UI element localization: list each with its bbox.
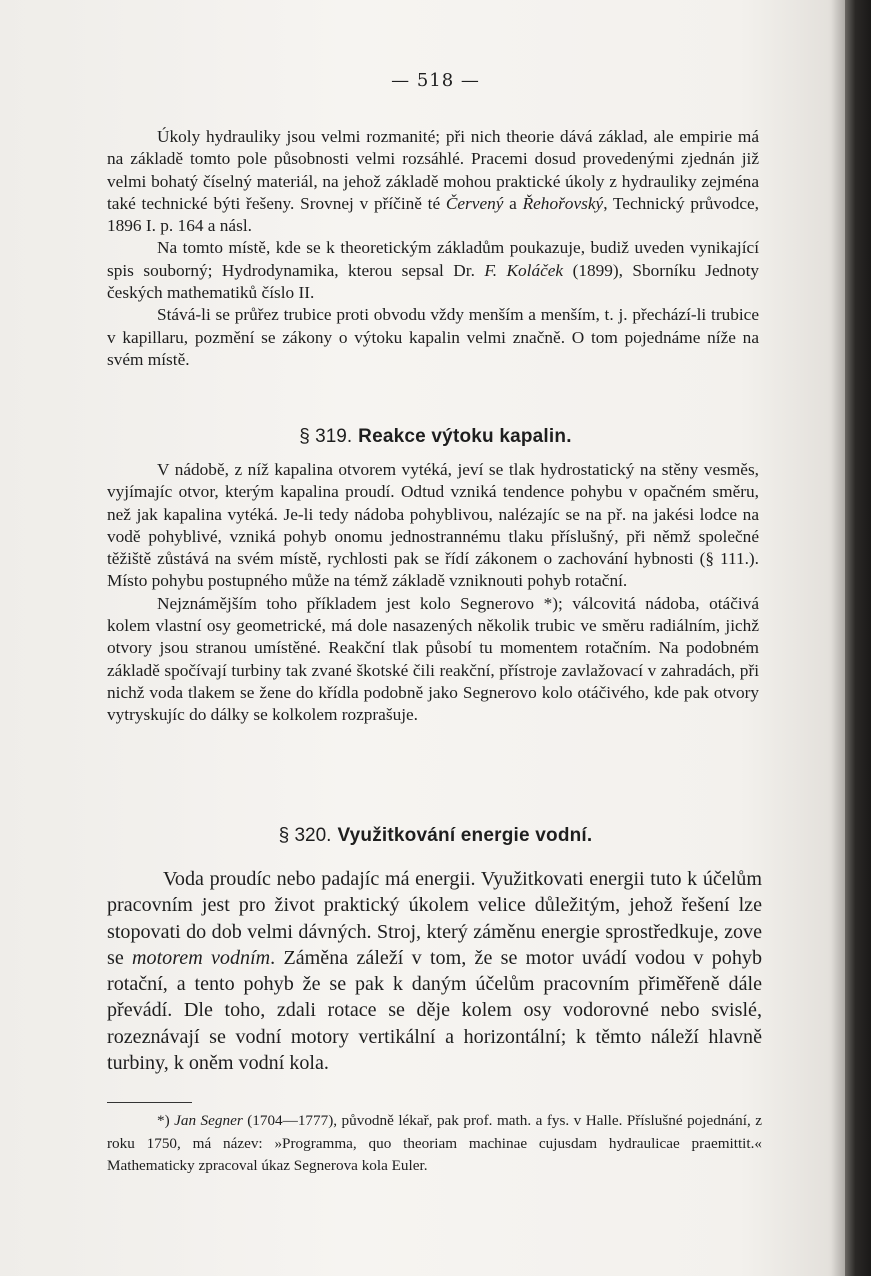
author-cerveny: Červený bbox=[445, 193, 504, 213]
term-motor-vodni: motorem vodním bbox=[132, 946, 271, 969]
footnote bbox=[107, 1110, 762, 1178]
paragraph-6: Voda proudíc nebo padajíc má energii. Využitkovati energii tuto k účelům pracovním jest pro život praktický úkolem velice důležitým, jehož řešení lze stopovati do dob velmi dávných. Stroj, který záměnu energie sprostředkuje, zove se motorem vodním. Záměna záleží v tom, že se motor uvádí vodou v pohyb rotační, a tento pohyb že se pak k daným účelům pracovním přiměřeně dále převádí. Dle toho, zdali rotace se děje kolem osy vodorovné nebo svislé, rozeznávají se vodní motory vertikální a horizontální; k těmto náleží hlavně turbiny, k oněm vodní kola. bbox=[107, 868, 762, 1075]
section-title: Využitkování energie vodní. bbox=[337, 825, 593, 846]
section-320-heading bbox=[0, 824, 871, 847]
section-319-heading bbox=[0, 425, 871, 448]
author-kolacek: F. Koláček bbox=[484, 260, 564, 280]
intro-text bbox=[107, 126, 759, 371]
footnote-rule bbox=[107, 1102, 192, 1103]
paragraph-5: Nejznámějším toho příkladem jest kolo Segnerovo *); válcovitá nádoba, otáčivá kolem vlastní osy geometrické, má dole nasazených několik trubic ve směru radiálním, jichž otvory jsou stranou umístěné. Reakční tlak působí tu momentem rotačním. Na podobném základě spočívají turbiny tak zvané škotské čili reakční, přístroje zavlažovací v zahradách, při nichž voda tlakem se žene do křídla podobně jako Segnerovo kolo otáčivého, kde pak otvory vytryskujíc do dálky se kolkolem rozprašuje. bbox=[107, 593, 759, 725]
section-number: § 319. bbox=[299, 426, 353, 447]
section-319-body bbox=[107, 459, 759, 727]
page-edge-shadow bbox=[831, 0, 845, 1276]
section-number: § 320. bbox=[278, 825, 332, 846]
footnote-text: *) Jan Segner (1704—1777), původně lékař, pak prof. math. a fys. v Halle. Příslušné pojednání, z roku 1750, má název: »Programma, quo theoriam machinae cujusdam hydraulicae praemittit.« Mathematicky zpracoval úkaz Segnerova kola Euler. bbox=[107, 1112, 762, 1174]
author-rehorovsky: Řehořovský bbox=[522, 193, 604, 213]
section-title: Reakce výtoku kapalin. bbox=[358, 426, 572, 447]
page-number: — 518 — bbox=[391, 70, 480, 91]
paragraph-1: Úkoly hydrauliky jsou velmi rozmanité; při nich theorie dává základ, ale empirie má na základě tomto pole působnosti velmi rozsáhlé. Pracemi dosud provedenými zjednán již velmi bohatý číselný materiál, na jehož základě mohou praktické úkoly z hydrauliky zejména také technické býti řešeny. Srovnej v příčině té Červený a Řehořovský, Technický průvodce, 1896 I. p. 164 a násl. bbox=[107, 127, 759, 236]
section-320-body bbox=[107, 866, 762, 1076]
binding-edge bbox=[845, 0, 871, 1276]
paragraph-4: V nádobě, z níž kapalina otvorem vytéká, jeví se tlak hydrostatický na stěny vesměs, vyjímajíc otvor, kterým kapalina proudí. Odtud vzniká tendence pohybu v opačném směru, než jak kapalina vytéká. Je-li tedy nádoba pohyblivou, nalézajíc se na př. na jakési lodce na vodě pohyblivé, vzniká pohyb onomu jednostrannému tlaku příslušný, při němž společné těžiště zůstává na svém místě, rychlosti pak se řídí zákonem o zachování hybnosti (§ 111.). Místo pohybu postupného může na témž základě vzniknouti pohyb rotační. bbox=[107, 460, 759, 591]
author-segner: Jan Segner bbox=[174, 1112, 243, 1129]
paragraph-2: Na tomto místě, kde se k theoretickým základům poukazuje, budiž uveden vynikající spis souborný; Hydrodynamika, kterou sepsal Dr. F. Koláček (1899), Sborníku Jednoty českých mathematiků číslo II. bbox=[107, 238, 760, 303]
paragraph-3: Stává-li se průřez trubice proti obvodu vždy menším a menším, t. j. přechází-li trubice v kapillaru, pozmění se zákony o výtoku kapalin velmi značně. O tom pojednáme níže na svém místě. bbox=[107, 305, 759, 369]
